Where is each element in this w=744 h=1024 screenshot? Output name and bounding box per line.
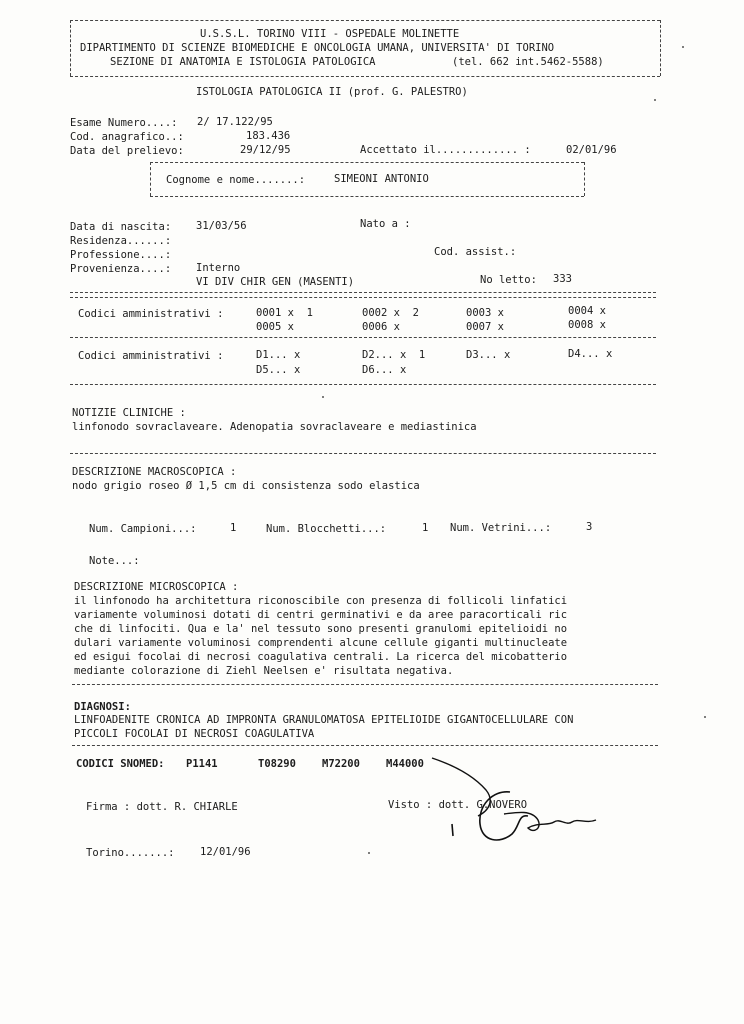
residenza-label: Residenza......: — [70, 235, 172, 247]
assist-label: Cod. assist.: — [434, 246, 517, 258]
note-label: Note...: — [89, 555, 140, 567]
blocchetti-label: Num. Blocchetti...: — [266, 523, 387, 535]
header-box-right — [660, 20, 661, 76]
macro-title: DESCRIZIONE MACROSCOPICA : — [72, 466, 237, 478]
patient-name: SIMEONI ANTONIO — [334, 173, 429, 185]
speck — [682, 46, 684, 48]
header-line1: U.S.S.L. TORINO VIII - OSPEDALE MOLINETTE — [200, 28, 460, 40]
diagnosi-title: DIAGNOSI: — [74, 701, 131, 713]
codice-item: 0002 x 2 — [362, 307, 419, 319]
exam-number-label: Esame Numero....: — [70, 117, 178, 129]
notizie-text: linfonodo sovraclaveare. Adenopatia sovraclaveare e mediastinica — [72, 421, 477, 433]
prelievo-label: Data del prelievo: — [70, 145, 184, 157]
exam-number: 2/ 17.122/95 — [197, 116, 273, 128]
codice-item: 0005 x — [256, 321, 294, 333]
vetrini-value: 3 — [586, 521, 593, 533]
nascita-label: Data di nascita: — [70, 221, 172, 233]
name-box-right — [584, 162, 585, 196]
macro-text: nodo grigio roseo Ø 1,5 cm di consistenza sodo elastica — [72, 480, 420, 492]
visto-label: Visto : dott. G.NOVERO — [388, 799, 528, 811]
codice-item: 0008 x — [568, 319, 606, 331]
divider — [70, 297, 656, 298]
codice-item: D5... x — [256, 364, 301, 376]
snomed-code: P1141 — [186, 758, 218, 770]
diagnosi-line: LINFOADENITE CRONICA AD IMPRONTA GRANULOMATOSA EPITELIOIDE GIGANTOCELLULARE CON — [74, 714, 574, 726]
header-line2: DIPARTIMENTO DI SCIENZE BIOMEDICHE E ONCOLOGIA UMANA, UNIVERSITA' DI TORINO — [80, 42, 555, 54]
header-box-left — [70, 20, 71, 76]
micro-line: mediante colorazione di Ziehl Neelsen e' risultata negativa. — [74, 665, 454, 677]
codice-item: D6... x — [362, 364, 407, 376]
header-phone: (tel. 662 int.5462-5588) — [452, 56, 604, 68]
name-box-top — [150, 162, 584, 163]
divider — [70, 453, 656, 454]
name-box-left — [150, 162, 151, 196]
provenienza-value: Interno — [196, 262, 241, 274]
codice-item: D1... x — [256, 349, 301, 361]
professione-label: Professione....: — [70, 249, 172, 261]
micro-title: DESCRIZIONE MICROSCOPICA : — [74, 581, 239, 593]
snomed-label: CODICI SNOMED: — [76, 758, 165, 770]
micro-line: dulari variamente voluminosi comprendenti alcune cellule giganti multinucleate — [74, 637, 568, 649]
anagrafico-label: Cod. anagrafico..: — [70, 131, 184, 143]
codici2-label: Codici amministrativi : — [78, 350, 224, 362]
name-box-bottom — [150, 196, 584, 197]
snomed-code: M72200 — [322, 758, 360, 770]
nato-label: Nato a : — [360, 218, 411, 230]
notizie-title: NOTIZIE CLINICHE : — [72, 407, 186, 419]
campioni-value: 1 — [230, 522, 237, 534]
codice-item: D3... x — [466, 349, 511, 361]
codice-item: 0001 x 1 — [256, 307, 313, 319]
divider — [70, 292, 656, 293]
firma-label: Firma : dott. R. CHIARLE — [86, 801, 238, 813]
codici1-label: Codici amministrativi : — [78, 308, 224, 320]
micro-line: il linfonodo ha architettura riconoscibile con presenza di follicoli linfatici — [74, 595, 568, 607]
accettato-label: Accettato il............. : — [360, 144, 531, 156]
codice-item: D2... x 1 — [362, 349, 426, 361]
divider — [72, 684, 658, 685]
micro-line: ed esigui focolai di necrosi coagulativa centrali. La ricerca del micobatterio — [74, 651, 568, 663]
header-subtitle: ISTOLOGIA PATOLOGICA II (prof. G. PALESTRO) — [196, 86, 468, 98]
diagnosi-line: PICCOLI FOCOLAI DI NECROSI COAGULATIVA — [74, 728, 315, 740]
speck — [704, 716, 706, 718]
speck — [654, 99, 656, 101]
divider — [72, 745, 658, 746]
snomed-code: M44000 — [386, 758, 424, 770]
nascita-date: 31/03/56 — [196, 220, 247, 232]
provenienza-label: Provenienza....: — [70, 263, 172, 275]
reparto-value: VI DIV CHIR GEN (MASENTI) — [196, 276, 355, 288]
snomed-code: T08290 — [258, 758, 296, 770]
codice-item: 0004 x — [568, 305, 606, 317]
micro-line: variamente voluminosi dotati di centri germinativi e da aree paracorticali ric — [74, 609, 568, 621]
codice-item: 0007 x — [466, 321, 504, 333]
divider — [70, 384, 656, 385]
codice-item: D4... x — [568, 348, 613, 360]
speck — [368, 852, 370, 854]
accettato-date: 02/01/96 — [566, 144, 617, 156]
anagrafico-value: 183.436 — [246, 130, 291, 142]
vetrini-label: Num. Vetrini...: — [450, 522, 552, 534]
prelievo-date: 29/12/95 — [240, 144, 291, 156]
place-label: Torino.......: — [86, 847, 175, 859]
place-date: 12/01/96 — [200, 846, 251, 858]
patient-name-label: Cognome e nome.......: — [166, 174, 306, 186]
header-box-bottom — [70, 76, 660, 77]
handwritten-signature — [420, 750, 600, 860]
header-box-top — [70, 20, 660, 21]
letto-label: No letto: — [480, 274, 537, 286]
codice-item: 0006 x — [362, 321, 400, 333]
blocchetti-value: 1 — [422, 522, 429, 534]
speck — [322, 396, 324, 398]
letto-value: 333 — [553, 273, 572, 285]
divider — [70, 337, 656, 338]
campioni-label: Num. Campioni...: — [89, 523, 197, 535]
micro-line: che di linfociti. Qua e la' nel tessuto sono presenti granulomi epitelioidi no — [74, 623, 568, 635]
codice-item: 0003 x — [466, 307, 504, 319]
header-line3: SEZIONE DI ANATOMIA E ISTOLOGIA PATOLOGICA — [110, 56, 376, 68]
